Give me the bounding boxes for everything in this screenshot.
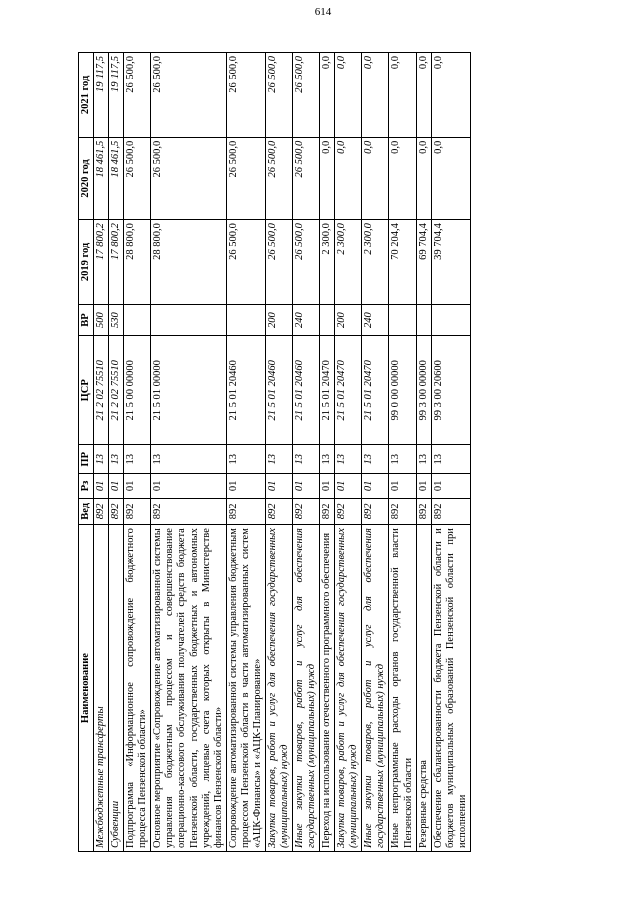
row-vr — [151, 304, 226, 335]
row-rz: 01 — [416, 474, 431, 498]
row-rz: 01 — [362, 474, 389, 498]
row-2020: 0,0 — [335, 137, 362, 219]
page-number: 614 — [314, 6, 332, 18]
rotated-table-container — [78, 52, 558, 852]
row-pr: 13 — [335, 445, 362, 474]
budget-table — [78, 52, 471, 852]
row-pr: 13 — [320, 445, 335, 474]
row-rz: 01 — [431, 474, 470, 498]
row-csr: 21 5 01 20460 — [226, 336, 265, 445]
row-2020: 26 500,0 — [151, 137, 226, 219]
row-name: Межбюджетные трансферты — [94, 525, 109, 852]
row-ved: 892 — [335, 498, 362, 525]
row-2021: 0,0 — [416, 53, 431, 138]
row-ved: 892 — [124, 498, 151, 525]
row-2021: 19 117,5 — [94, 53, 109, 138]
row-2020: 0,0 — [431, 137, 470, 219]
row-rz: 01 — [335, 474, 362, 498]
row-rz: 01 — [293, 474, 320, 498]
row-2020: 26 500,0 — [265, 137, 292, 219]
row-2021: 0,0 — [335, 53, 362, 138]
row-ved: 892 — [416, 498, 431, 525]
row-2020: 18 461,5 — [109, 137, 124, 219]
table-body — [94, 53, 471, 852]
row-csr: 21 5 01 20470 — [335, 336, 362, 445]
row-ved: 892 — [94, 498, 109, 525]
row-pr: 13 — [431, 445, 470, 474]
row-csr: 99 0 00 00000 — [389, 336, 416, 445]
row-2021: 19 117,5 — [109, 53, 124, 138]
row-pr: 13 — [94, 445, 109, 474]
row-vr: 200 — [265, 304, 292, 335]
row-pr: 13 — [362, 445, 389, 474]
row-2020: 0,0 — [416, 137, 431, 219]
table-row — [94, 53, 109, 852]
row-rz: 01 — [226, 474, 265, 498]
row-ved: 892 — [431, 498, 470, 525]
table-row — [293, 53, 320, 852]
row-vr: 240 — [362, 304, 389, 335]
row-ved: 892 — [293, 498, 320, 525]
row-2020: 26 500,0 — [226, 137, 265, 219]
table-row — [431, 53, 470, 852]
row-csr: 99 3 00 00000 — [416, 336, 431, 445]
row-pr: 13 — [389, 445, 416, 474]
row-2019: 17 800,2 — [109, 220, 124, 305]
row-name: Иные непрограммные расходы органов государственной власти Пензенской области — [389, 525, 416, 852]
row-vr — [416, 304, 431, 335]
row-vr: 530 — [109, 304, 124, 335]
rotated-table-area — [78, 52, 558, 852]
row-2020: 0,0 — [389, 137, 416, 219]
table-row — [109, 53, 124, 852]
row-name: Сопровождение автоматизированной системы управления бюджетным процессом Пензенской области в части автоматизированных систем «АЦК-Финансы» и «АЦК-Планирование» — [226, 525, 265, 852]
row-ved: 892 — [389, 498, 416, 525]
table-row — [362, 53, 389, 852]
row-csr: 21 2 02 75510 — [94, 336, 109, 445]
row-ved: 892 — [320, 498, 335, 525]
row-rz: 01 — [94, 474, 109, 498]
row-vr: 240 — [293, 304, 320, 335]
row-2019: 2 300,0 — [335, 220, 362, 305]
row-2019: 39 704,4 — [431, 220, 470, 305]
row-rz: 01 — [151, 474, 226, 498]
row-csr: 21 2 02 75510 — [109, 336, 124, 445]
row-2021: 0,0 — [389, 53, 416, 138]
row-pr: 13 — [265, 445, 292, 474]
row-name: Резервные средства — [416, 525, 431, 852]
header-2021: 2021 год — [79, 53, 94, 138]
table-row — [320, 53, 335, 852]
table-header-row — [79, 53, 94, 852]
row-csr: 21 5 01 20470 — [362, 336, 389, 445]
row-name: Закупка товаров, работ и услуг для обеспечения государственных (муниципальных) нужд — [335, 525, 362, 852]
row-2020: 26 500,0 — [124, 137, 151, 219]
row-pr: 13 — [293, 445, 320, 474]
row-csr: 21 5 01 20460 — [293, 336, 320, 445]
row-name: Иные закупки товаров, работ и услуг для обеспечения государственных (муниципальных) нужд — [293, 525, 320, 852]
row-2019: 70 204,4 — [389, 220, 416, 305]
table-row — [124, 53, 151, 852]
row-2019: 26 500,0 — [293, 220, 320, 305]
row-csr: 21 5 00 00000 — [124, 336, 151, 445]
row-name: Субвенции — [109, 525, 124, 852]
row-2019: 2 300,0 — [362, 220, 389, 305]
row-pr: 13 — [416, 445, 431, 474]
table-row — [416, 53, 431, 852]
row-rz: 01 — [320, 474, 335, 498]
row-2021: 0,0 — [431, 53, 470, 138]
row-vr: 500 — [94, 304, 109, 335]
row-2019: 69 704,4 — [416, 220, 431, 305]
row-vr — [124, 304, 151, 335]
header-2019: 2019 год — [79, 220, 94, 305]
row-csr: 21 5 01 20470 — [320, 336, 335, 445]
table-row — [335, 53, 362, 852]
table-row — [226, 53, 265, 852]
table-row — [389, 53, 416, 852]
row-pr: 13 — [124, 445, 151, 474]
row-2021: 26 500,0 — [226, 53, 265, 138]
row-2021: 26 500,0 — [151, 53, 226, 138]
row-pr: 13 — [151, 445, 226, 474]
row-2021: 0,0 — [362, 53, 389, 138]
row-rz: 01 — [389, 474, 416, 498]
row-name: Переход на использование отечественного программного обеспечения — [320, 525, 335, 852]
row-name: Закупка товаров, работ и услуг для обеспечения государственных (муниципальных) нужд — [265, 525, 292, 852]
row-2019: 28 800,0 — [124, 220, 151, 305]
table-row — [265, 53, 292, 852]
row-vr: 200 — [335, 304, 362, 335]
header-name: Наименование — [79, 525, 94, 852]
table-row — [151, 53, 226, 852]
header-vr: ВР — [79, 304, 94, 335]
row-rz: 01 — [109, 474, 124, 498]
row-csr: 99 3 00 20600 — [431, 336, 470, 445]
row-ved: 892 — [226, 498, 265, 525]
row-ved: 892 — [265, 498, 292, 525]
row-ved: 892 — [362, 498, 389, 525]
row-2020: 0,0 — [320, 137, 335, 219]
row-pr: 13 — [226, 445, 265, 474]
row-rz: 01 — [265, 474, 292, 498]
row-vr — [226, 304, 265, 335]
row-2021: 26 500,0 — [293, 53, 320, 138]
row-name: Обеспечение сбалансированности бюджета Пензенской области и бюджетов муниципальных образований Пензенской области при исполнении — [431, 525, 470, 852]
row-vr — [431, 304, 470, 335]
row-2020: 0,0 — [362, 137, 389, 219]
row-2020: 18 461,5 — [94, 137, 109, 219]
header-ved: Вед — [79, 498, 94, 525]
row-2019: 2 300,0 — [320, 220, 335, 305]
row-2019: 26 500,0 — [265, 220, 292, 305]
header-pr: ПР — [79, 445, 94, 474]
row-ved: 892 — [151, 498, 226, 525]
row-pr: 13 — [109, 445, 124, 474]
row-name: Иные закупки товаров, работ и услуг для обеспечения государственных (муниципальных) нужд — [362, 525, 389, 852]
row-2019: 26 500,0 — [226, 220, 265, 305]
row-rz: 01 — [124, 474, 151, 498]
row-csr: 21 5 01 20460 — [265, 336, 292, 445]
header-rz: Рз — [79, 474, 94, 498]
row-ved: 892 — [109, 498, 124, 525]
header-2020: 2020 год — [79, 137, 94, 219]
row-name: Основное мероприятие «Сопровождение автоматизированной системы управления бюджетным процессом и совершенствование операционно-кассового обслуживания получателей средств бюджета Пензенской области, государственных бюджетных и автономных учреждений, лицевые счета которых открыты в Министерстве финансов Пензенской области» — [151, 525, 226, 852]
row-vr — [389, 304, 416, 335]
row-2019: 17 800,2 — [94, 220, 109, 305]
row-2021: 0,0 — [320, 53, 335, 138]
row-vr — [320, 304, 335, 335]
row-2021: 26 500,0 — [124, 53, 151, 138]
row-2019: 28 800,0 — [151, 220, 226, 305]
header-csr: ЦСР — [79, 336, 94, 445]
row-csr: 21 5 01 00000 — [151, 336, 226, 445]
row-2020: 26 500,0 — [293, 137, 320, 219]
row-2021: 26 500,0 — [265, 53, 292, 138]
row-name: Подпрограмма «Информационное сопровождение бюджетного процесса Пензенской области» — [124, 525, 151, 852]
